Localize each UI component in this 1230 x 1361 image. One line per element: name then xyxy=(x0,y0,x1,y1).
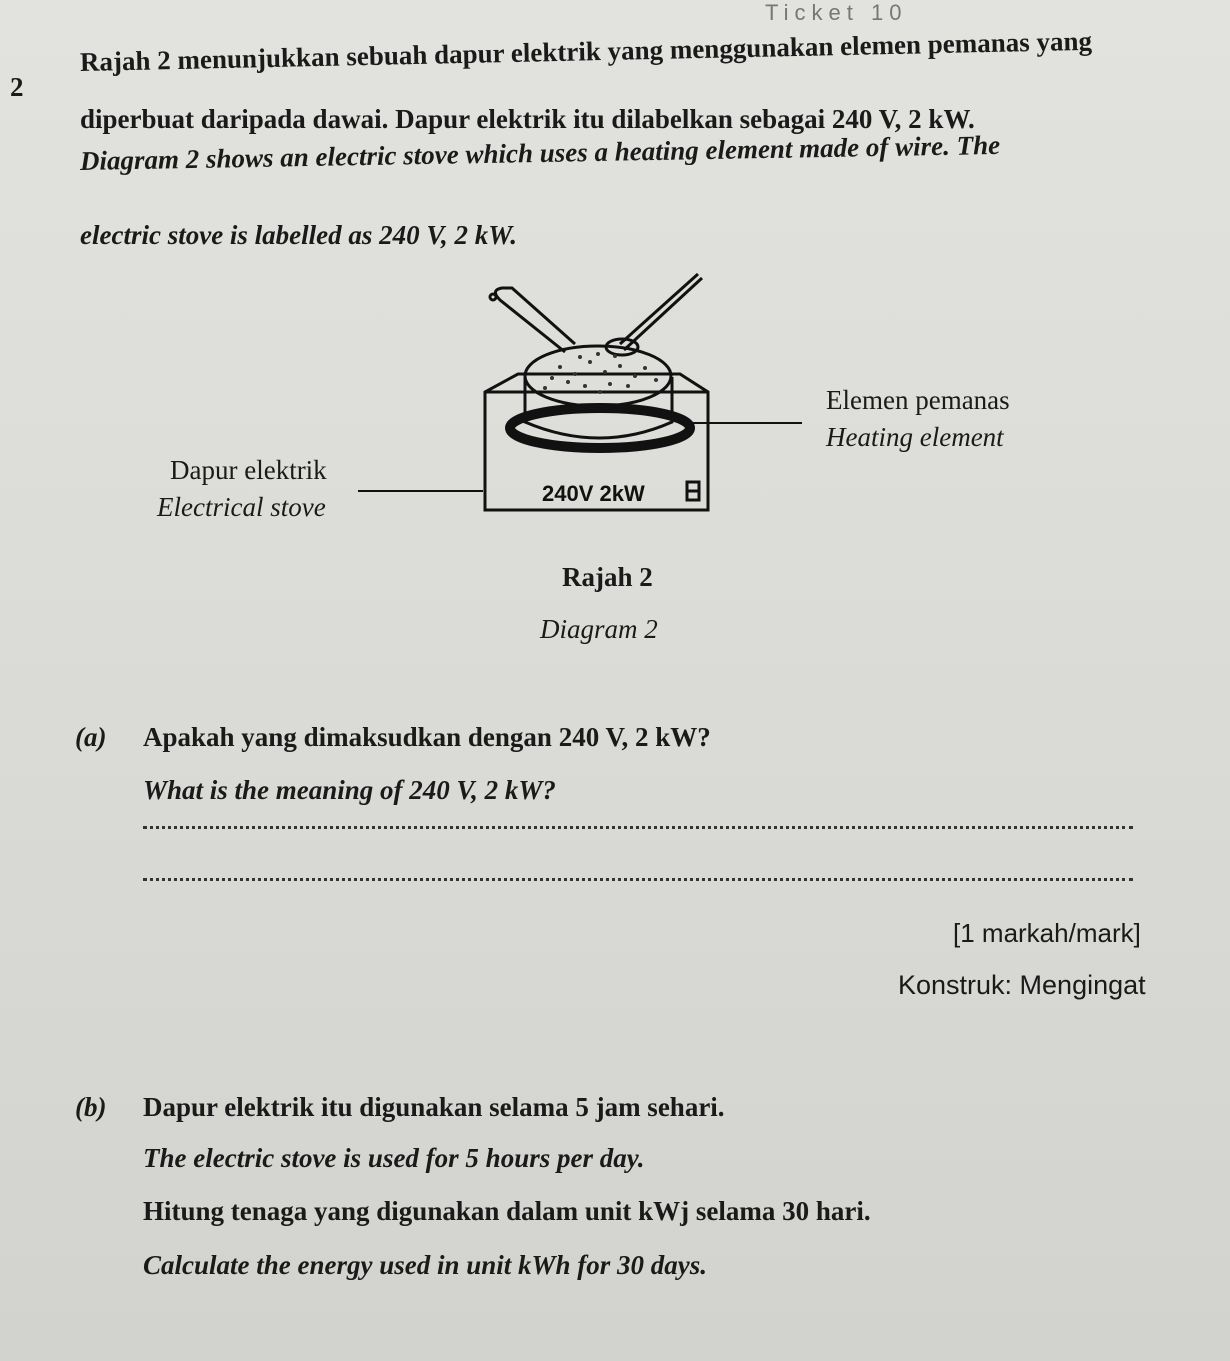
part-a-construct: Konstruk: Mengingat xyxy=(898,970,1146,1000)
answer-line-2[interactable] xyxy=(143,878,1133,881)
label-element-en: Heating element xyxy=(826,422,1004,452)
diagram-caption-ms: Rajah 2 xyxy=(562,562,653,592)
stove-leader-line xyxy=(358,490,483,492)
question-ms-line-2: diperbuat daripada dawai. Dapur elektrik itu dilabelkan sebagai 240 V, 2 kW. xyxy=(80,104,975,134)
label-stove-en: Electrical stove xyxy=(157,492,326,522)
question-ms-line-1: Rajah 2 menunjukkan sebuah dapur elektrik yang menggunakan elemen pemanas yang xyxy=(79,25,1093,77)
part-a-ms: Apakah yang dimaksudkan dengan 240 V, 2 kW? xyxy=(143,722,711,752)
part-b-ms-2: Hitung tenaga yang digunakan dalam unit kWj selama 30 hari. xyxy=(143,1196,871,1226)
part-a-en: What is the meaning of 240 V, 2 kW? xyxy=(143,775,556,805)
header-text: Ticket 10 xyxy=(765,0,908,25)
label-element-ms: Elemen pemanas xyxy=(826,385,1010,415)
question-en-line-1: Diagram 2 shows an electric stove which uses a heating element made of wire. The xyxy=(79,129,1001,176)
question-number: 2 xyxy=(10,72,24,102)
part-b-en-1: The electric stove is used for 5 hours per day. xyxy=(143,1143,645,1173)
part-a-marks: [1 markah/mark] xyxy=(953,918,1141,948)
diagram-caption-en: Diagram 2 xyxy=(540,614,658,644)
part-b-letter: (b) xyxy=(75,1092,107,1122)
part-b-en-2: Calculate the energy used in unit kWh for 30 days. xyxy=(143,1250,708,1280)
stove-diagram xyxy=(460,262,820,522)
question-en-line-2: electric stove is labelled as 240 V, 2 kW. xyxy=(80,220,517,250)
label-stove-ms: Dapur elektrik xyxy=(170,455,327,485)
pot-handle xyxy=(495,288,575,352)
answer-line-1[interactable] xyxy=(143,826,1133,829)
spoon xyxy=(620,274,702,350)
stove-rating-label: 240V 2kW xyxy=(542,481,645,506)
part-a-letter: (a) xyxy=(75,722,107,752)
part-b-ms-1: Dapur elektrik itu digunakan selama 5 jam sehari. xyxy=(143,1092,725,1122)
